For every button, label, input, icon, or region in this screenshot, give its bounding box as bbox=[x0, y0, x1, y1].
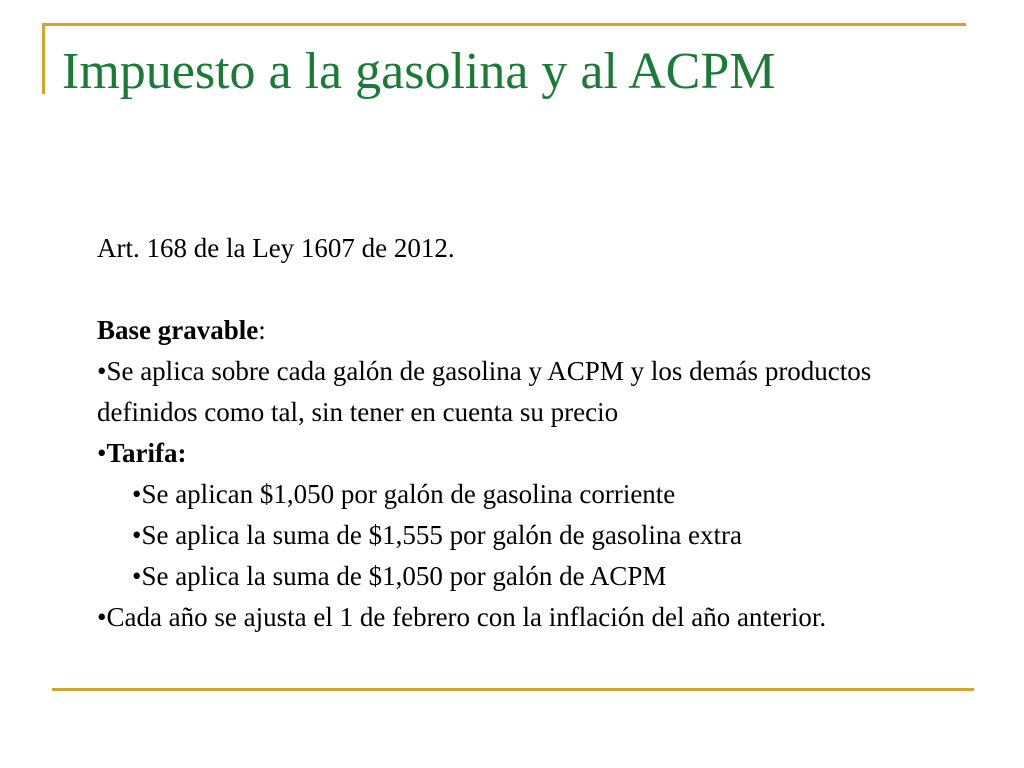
base-gravable-text: Se aplica sobre cada galón de gasolina y ACPM y los demás productos definidos como tal, sin tener en cuenta su precio bbox=[97, 356, 872, 427]
tarifa-heading: Tarifa: bbox=[106, 438, 187, 468]
spacer bbox=[97, 269, 967, 310]
base-gravable-heading bbox=[97, 310, 967, 351]
tarifa-item-text: Se aplica la suma de $1,555 por galón de gasolina extra bbox=[141, 520, 743, 550]
slide-body bbox=[97, 228, 967, 638]
bullet-marker: • bbox=[132, 479, 142, 509]
bullet-marker: • bbox=[97, 356, 107, 386]
annual-adjustment-text: Cada año se ajusta el 1 de febrero con la inflación del año anterior. bbox=[106, 602, 827, 632]
tarifa-bullet bbox=[97, 433, 967, 474]
slide-title: Impuesto a la gasolina y al ACPM bbox=[62, 43, 776, 100]
base-gravable-label: Base gravable bbox=[97, 315, 259, 345]
tarifa-item-text: Se aplica la suma de $1,050 por galón de ACPM bbox=[141, 561, 667, 591]
law-reference: Art. 168 de la Ley 1607 de 2012. bbox=[97, 233, 455, 263]
bullet-marker: • bbox=[97, 438, 107, 468]
bullet-marker: • bbox=[132, 561, 142, 591]
tarifa-item-extra bbox=[97, 515, 967, 556]
base-gravable-colon: : bbox=[258, 315, 266, 345]
tarifa-item-acpm bbox=[97, 556, 967, 597]
base-gravable-bullet bbox=[97, 351, 967, 433]
frame-top-line bbox=[42, 23, 966, 26]
frame-left-line bbox=[42, 23, 45, 94]
tarifa-item-corriente bbox=[97, 474, 967, 515]
annual-adjustment-bullet bbox=[97, 597, 967, 638]
frame-bottom-line bbox=[52, 688, 974, 691]
tarifa-item-text: Se aplican $1,050 por galón de gasolina corriente bbox=[141, 479, 676, 509]
bullet-marker: • bbox=[132, 520, 142, 550]
bullet-marker: • bbox=[97, 602, 107, 632]
